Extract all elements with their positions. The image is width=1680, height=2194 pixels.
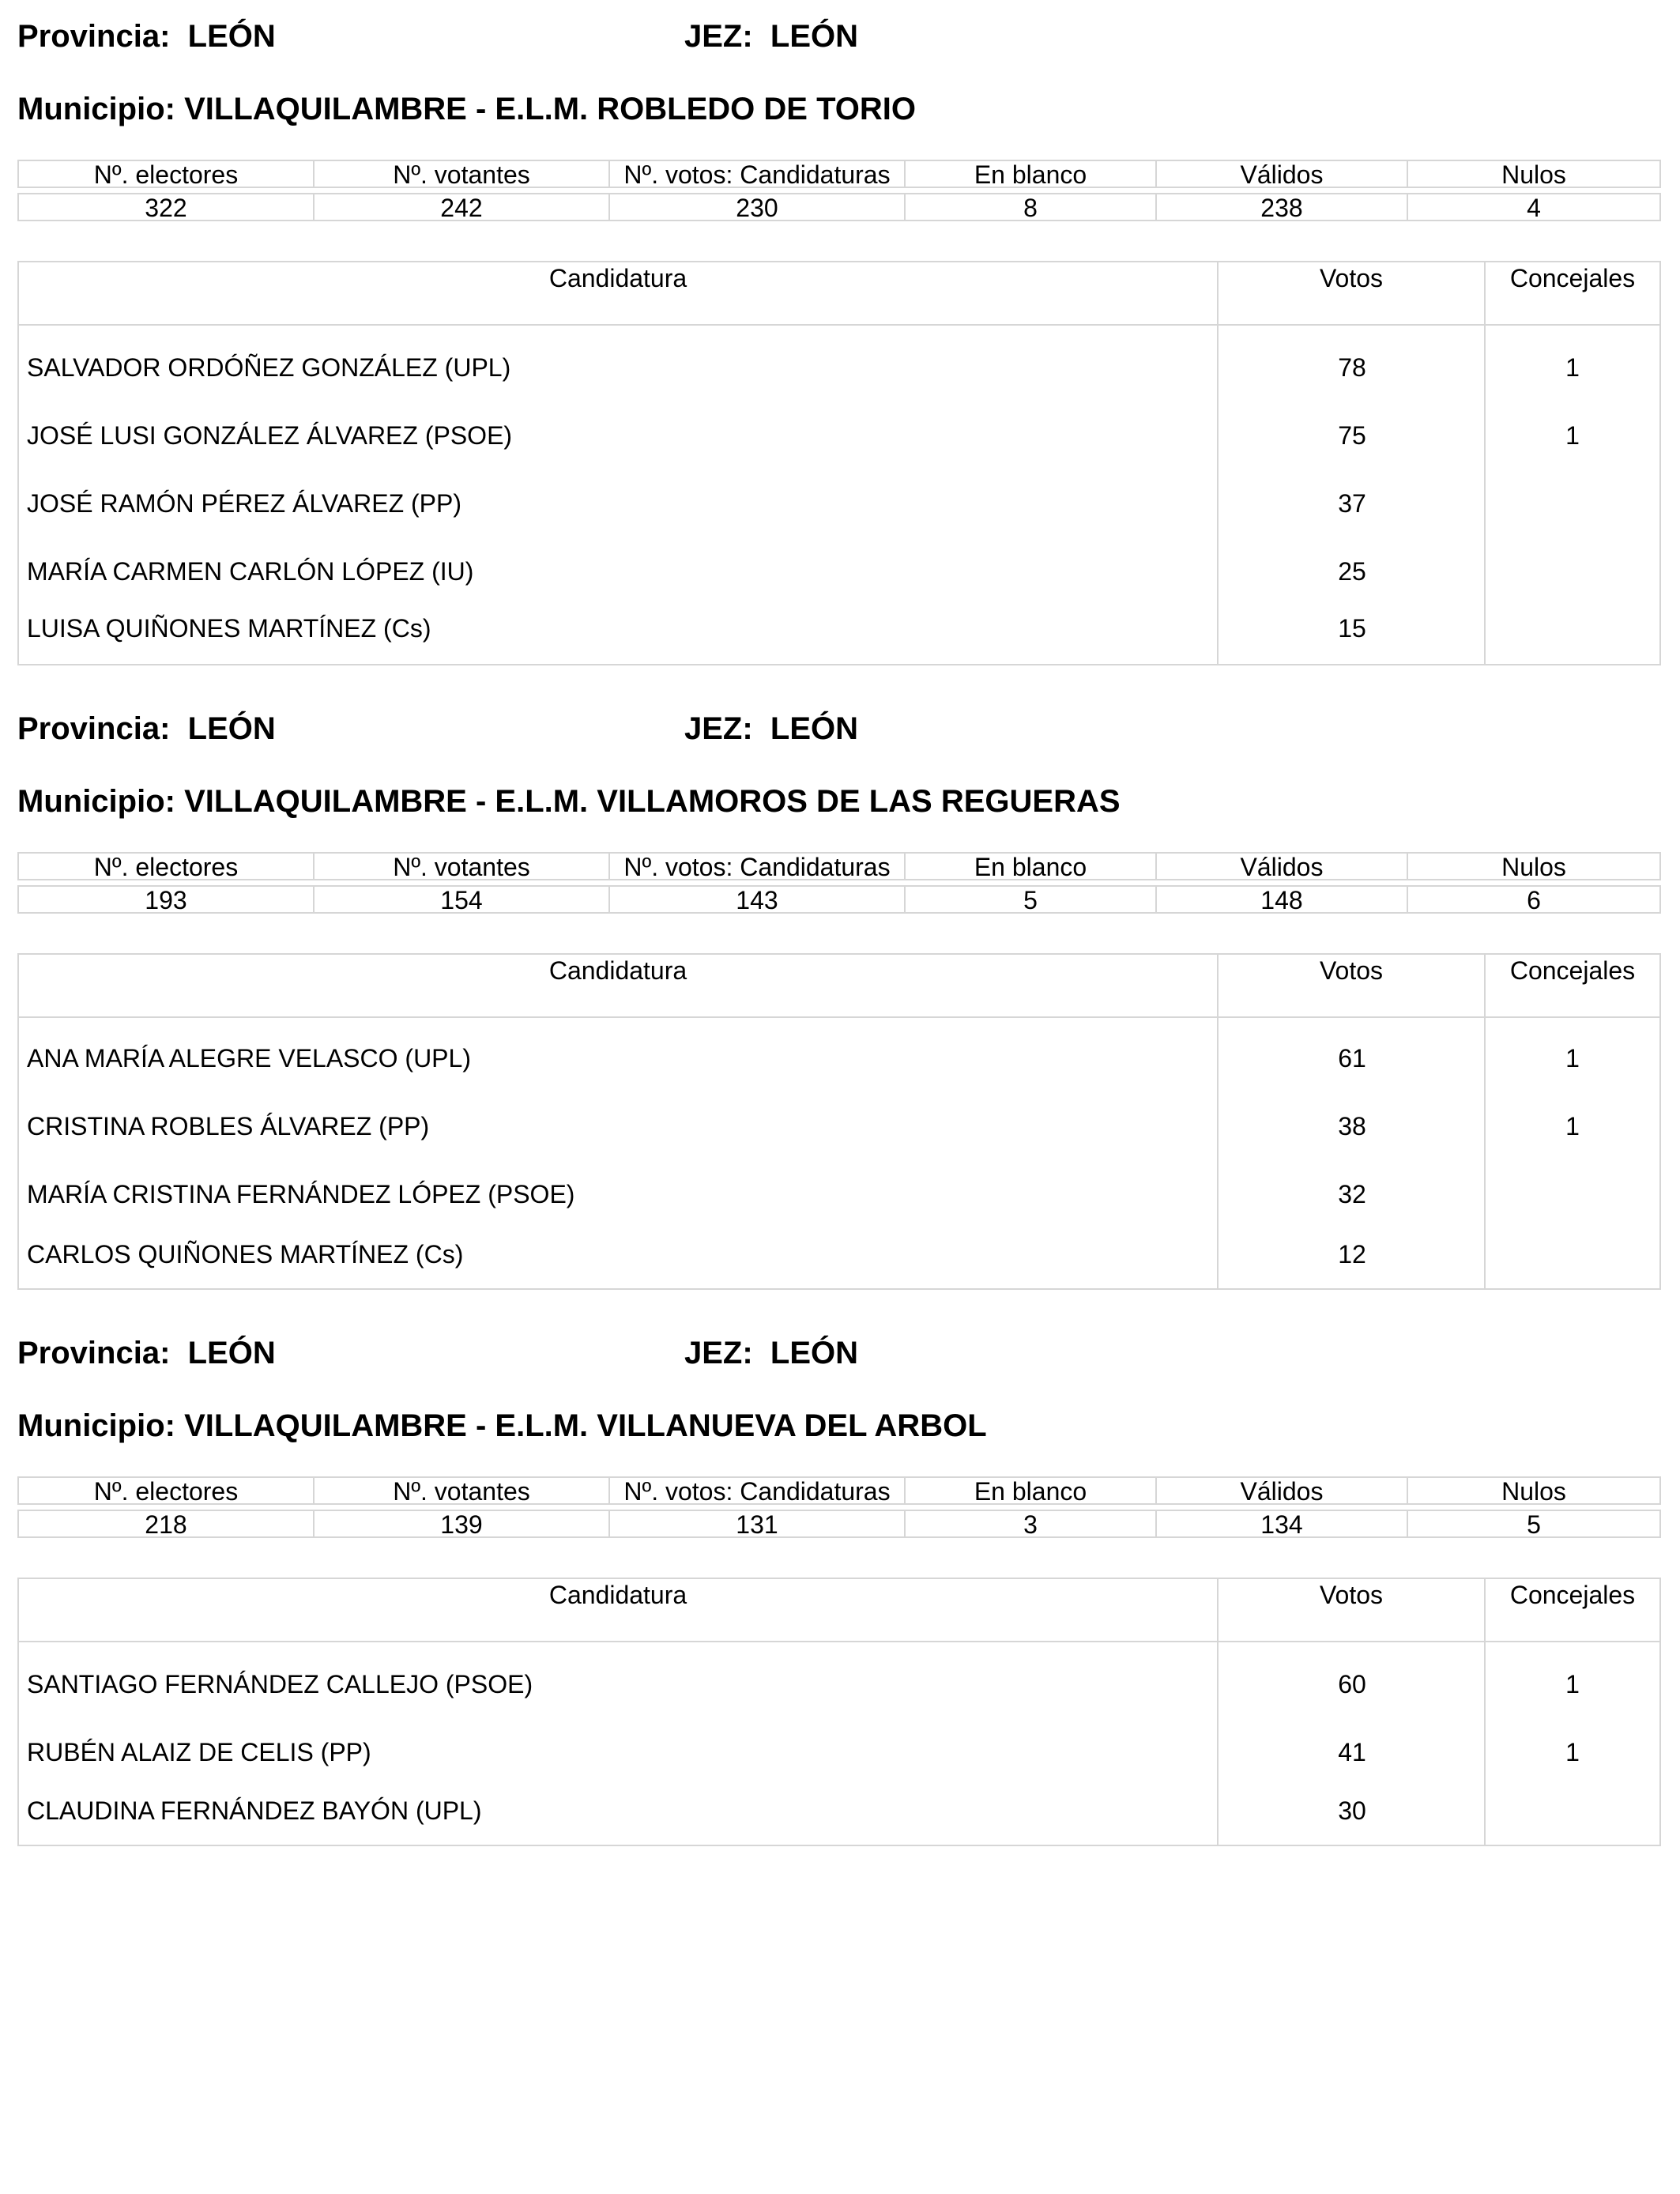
candidates-header-row <box>19 955 1659 1018</box>
summary-header-electores: Nº. electores <box>19 161 315 187</box>
provincia-jez-line <box>0 705 1680 752</box>
summary-header-electores: Nº. electores <box>19 1478 315 1503</box>
candidate-name: CLAUDINA FERNÁNDEZ BAYÓN (UPL) <box>27 1796 482 1825</box>
header-votos: Votos <box>1219 955 1486 1016</box>
candidate-name: MARÍA CARMEN CARLÓN LÓPEZ (IU) <box>27 557 474 586</box>
provincia-label: Provincia: LEÓN <box>17 711 276 746</box>
candidate-name: RUBÉN ALAIZ DE CELIS (PP) <box>27 1738 371 1766</box>
candidate-name: LUISA QUIÑONES MARTÍNEZ (Cs) <box>27 614 431 643</box>
jez-label: JEZ: LEÓN <box>684 1336 859 1370</box>
summary-header-votantes: Nº. votantes <box>315 854 610 879</box>
summary-value-votantes: 242 <box>315 194 610 220</box>
municipio-title: Municipio: VILLAQUILAMBRE - E.L.M. VILLANUEVA DEL ARBOL <box>17 1408 987 1443</box>
provincia-jez-line <box>0 13 1680 60</box>
candidate-votes: 41 <box>1338 1738 1366 1766</box>
summary-header-electores: Nº. electores <box>19 854 315 879</box>
candidate-votes: 32 <box>1338 1180 1366 1208</box>
candidate-concejales: 1 <box>1565 1670 1580 1698</box>
candidates-table <box>17 1578 1661 1846</box>
summary-header-en-blanco: En blanco <box>906 1478 1157 1503</box>
header-concejales: Concejales <box>1509 264 1636 292</box>
summary-header-en-blanco: En blanco <box>906 854 1157 879</box>
summary-value-en-blanco: 3 <box>906 1511 1157 1536</box>
candidate-concejales: 1 <box>1565 353 1580 382</box>
summary-header-votantes: Nº. votantes <box>315 161 610 187</box>
summary-value-validos: 238 <box>1157 194 1408 220</box>
summary-header-votos-candidaturas: Nº. votos: Candidaturas <box>610 854 906 879</box>
candidate-votes: 15 <box>1338 614 1366 643</box>
summary-header-nulos: Nulos <box>1501 160 1566 189</box>
summary-value-row <box>17 193 1661 221</box>
candidate-votes: 12 <box>1338 1240 1366 1269</box>
summary-header-en-blanco: En blanco <box>906 161 1157 187</box>
summary-value-votos-candidaturas: 131 <box>610 1511 906 1536</box>
jez-label: JEZ: LEÓN <box>684 711 859 746</box>
header-votos: Votos <box>1219 262 1486 324</box>
candidate-row <box>19 401 1659 469</box>
jez-label: JEZ: LEÓN <box>684 19 859 54</box>
summary-value-en-blanco: 5 <box>906 887 1157 912</box>
candidate-votes: 75 <box>1338 421 1366 450</box>
summary-value-electores: 193 <box>19 887 315 912</box>
candidate-name: MARÍA CRISTINA FERNÁNDEZ LÓPEZ (PSOE) <box>27 1180 575 1208</box>
candidate-name: CRISTINA ROBLES ÁLVAREZ (PP) <box>27 1112 430 1140</box>
summary-value-validos: 148 <box>1157 887 1408 912</box>
summary-table <box>17 160 1661 221</box>
summary-header-nulos: Nulos <box>1501 1477 1566 1506</box>
summary-header-votos-candidaturas: Nº. votos: Candidaturas <box>610 1478 906 1503</box>
candidate-votes: 37 <box>1338 489 1366 518</box>
header-candidatura: Candidatura <box>19 955 1219 1016</box>
summary-header-votos-candidaturas: Nº. votos: Candidaturas <box>610 161 906 187</box>
summary-value-electores: 322 <box>19 194 315 220</box>
summary-header-validos: Válidos <box>1157 161 1408 187</box>
candidate-row <box>19 594 1659 662</box>
candidate-concejales: 1 <box>1565 1738 1580 1766</box>
candidate-name: JOSÉ RAMÓN PÉREZ ÁLVAREZ (PP) <box>27 489 462 518</box>
summary-header-row <box>17 1476 1661 1505</box>
summary-value-votantes: 154 <box>315 887 610 912</box>
candidate-votes: 60 <box>1338 1670 1366 1698</box>
summary-value-validos: 134 <box>1157 1511 1408 1536</box>
candidate-row <box>19 1092 1659 1160</box>
summary-header-row <box>17 160 1661 188</box>
summary-value-nulos: 5 <box>1527 1510 1541 1539</box>
header-candidatura: Candidatura <box>19 1579 1219 1641</box>
candidates-table <box>17 261 1661 665</box>
candidate-votes: 30 <box>1338 1796 1366 1825</box>
summary-value-en-blanco: 8 <box>906 194 1157 220</box>
candidate-row <box>19 1650 1659 1718</box>
summary-header-validos: Válidos <box>1157 1478 1408 1503</box>
summary-header-row <box>17 852 1661 880</box>
candidate-name: SALVADOR ORDÓÑEZ GONZÁLEZ (UPL) <box>27 353 511 382</box>
header-concejales: Concejales <box>1509 956 1636 985</box>
candidate-row <box>19 1160 1659 1228</box>
header-candidatura: Candidatura <box>19 262 1219 324</box>
provincia-label: Provincia: LEÓN <box>17 19 276 54</box>
candidate-votes: 38 <box>1338 1112 1366 1140</box>
candidate-row <box>19 1220 1659 1288</box>
candidate-row <box>19 1777 1659 1845</box>
summary-header-validos: Válidos <box>1157 854 1408 879</box>
provincia-jez-line <box>0 1329 1680 1377</box>
header-concejales: Concejales <box>1509 1581 1636 1609</box>
candidate-votes: 25 <box>1338 557 1366 586</box>
candidate-name: SANTIAGO FERNÁNDEZ CALLEJO (PSOE) <box>27 1670 533 1698</box>
candidate-concejales: 1 <box>1565 1044 1580 1072</box>
summary-value-nulos: 4 <box>1527 194 1541 222</box>
candidate-concejales: 1 <box>1565 1112 1580 1140</box>
provincia-label: Provincia: LEÓN <box>17 1336 276 1370</box>
candidates-header-row <box>19 262 1659 326</box>
candidate-name: ANA MARÍA ALEGRE VELASCO (UPL) <box>27 1044 471 1072</box>
candidate-row <box>19 1024 1659 1092</box>
municipio-title: Municipio: VILLAQUILAMBRE - E.L.M. VILLAMOROS DE LAS REGUERAS <box>17 784 1121 819</box>
summary-value-row <box>17 885 1661 914</box>
candidate-votes: 61 <box>1338 1044 1366 1072</box>
candidate-votes: 78 <box>1338 353 1366 382</box>
summary-table <box>17 1476 1661 1538</box>
summary-value-votos-candidaturas: 230 <box>610 194 906 220</box>
candidate-concejales: 1 <box>1565 421 1580 450</box>
summary-value-row <box>17 1510 1661 1538</box>
municipio-title: Municipio: VILLAQUILAMBRE - E.L.M. ROBLEDO DE TORIO <box>17 92 917 126</box>
summary-value-votantes: 139 <box>315 1511 610 1536</box>
candidates-table <box>17 953 1661 1290</box>
candidate-name: JOSÉ LUSI GONZÁLEZ ÁLVAREZ (PSOE) <box>27 421 513 450</box>
summary-value-nulos: 6 <box>1527 886 1541 914</box>
header-votos: Votos <box>1219 1579 1486 1641</box>
candidate-row <box>19 334 1659 401</box>
summary-header-nulos: Nulos <box>1501 853 1566 881</box>
summary-header-votantes: Nº. votantes <box>315 1478 610 1503</box>
candidate-name: CARLOS QUIÑONES MARTÍNEZ (Cs) <box>27 1240 464 1269</box>
summary-table <box>17 852 1661 914</box>
summary-value-votos-candidaturas: 143 <box>610 887 906 912</box>
candidates-header-row <box>19 1579 1659 1642</box>
summary-value-electores: 218 <box>19 1511 315 1536</box>
candidate-row <box>19 469 1659 537</box>
